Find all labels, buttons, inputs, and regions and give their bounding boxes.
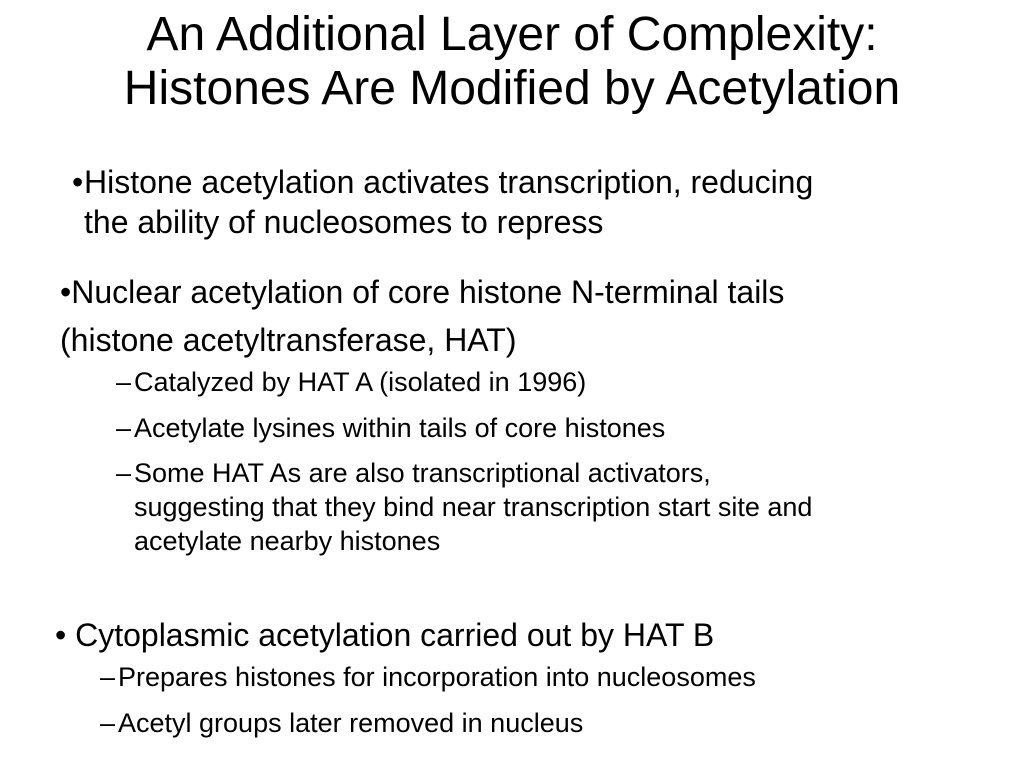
dash-icon: –: [116, 458, 132, 488]
bullet-icon: •: [72, 164, 84, 200]
nuclear-acetylation-section: [60, 268, 1010, 568]
subitem-text: Prepares histones for incorporation into nucleosomes: [118, 662, 756, 692]
nuclear-heading: [60, 268, 1010, 364]
main-bullet: [72, 162, 1012, 242]
nuclear-heading-line-1: •Nuclear acetylation of core histone N-terminal tails: [60, 274, 785, 310]
nuclear-subitems: [116, 364, 1010, 558]
list-item: [116, 456, 1010, 558]
cytoplasmic-subitems: [100, 659, 1005, 741]
dash-icon: –: [116, 367, 132, 397]
main-bullet-line-2: the ability of nucleosomes to repress: [84, 204, 604, 240]
title-line-1: An Additional Layer of Complexity:: [146, 8, 878, 61]
subitem-text: Acetyl groups later removed in nucleus: [118, 708, 584, 738]
subitem-text: Some HAT As are also transcriptional activators,: [134, 458, 711, 488]
subitem-text: Catalyzed by HAT A (isolated in 1996): [134, 367, 587, 397]
subitem-text: suggesting that they bind near transcription start site and: [134, 492, 813, 522]
list-item: [116, 410, 1010, 446]
subitem-text: acetylate nearby histones: [134, 526, 441, 556]
cytoplasmic-heading-line: • Cytoplasmic acetylation carried out by HAT B: [55, 617, 715, 653]
nuclear-heading-line-2: (histone acetyltransferase, HAT): [60, 322, 517, 358]
dash-icon: –: [116, 413, 132, 443]
list-item: [100, 705, 1005, 741]
subitem-text: Acetylate lysines within tails of core histones: [134, 413, 666, 443]
slide-title: [0, 8, 1024, 116]
dash-icon: –: [100, 662, 116, 692]
main-bullet-text: [84, 162, 1012, 242]
list-item: [116, 364, 1010, 400]
dash-icon: –: [100, 708, 116, 738]
main-bullet-line-1: Histone acetylation activates transcription, reducing: [84, 164, 814, 200]
cytoplasmic-acetylation-section: [55, 611, 1005, 751]
list-item: [100, 659, 1005, 695]
title-line-2: Histones Are Modified by Acetylation: [123, 62, 901, 115]
cytoplasmic-heading: [55, 611, 1005, 659]
